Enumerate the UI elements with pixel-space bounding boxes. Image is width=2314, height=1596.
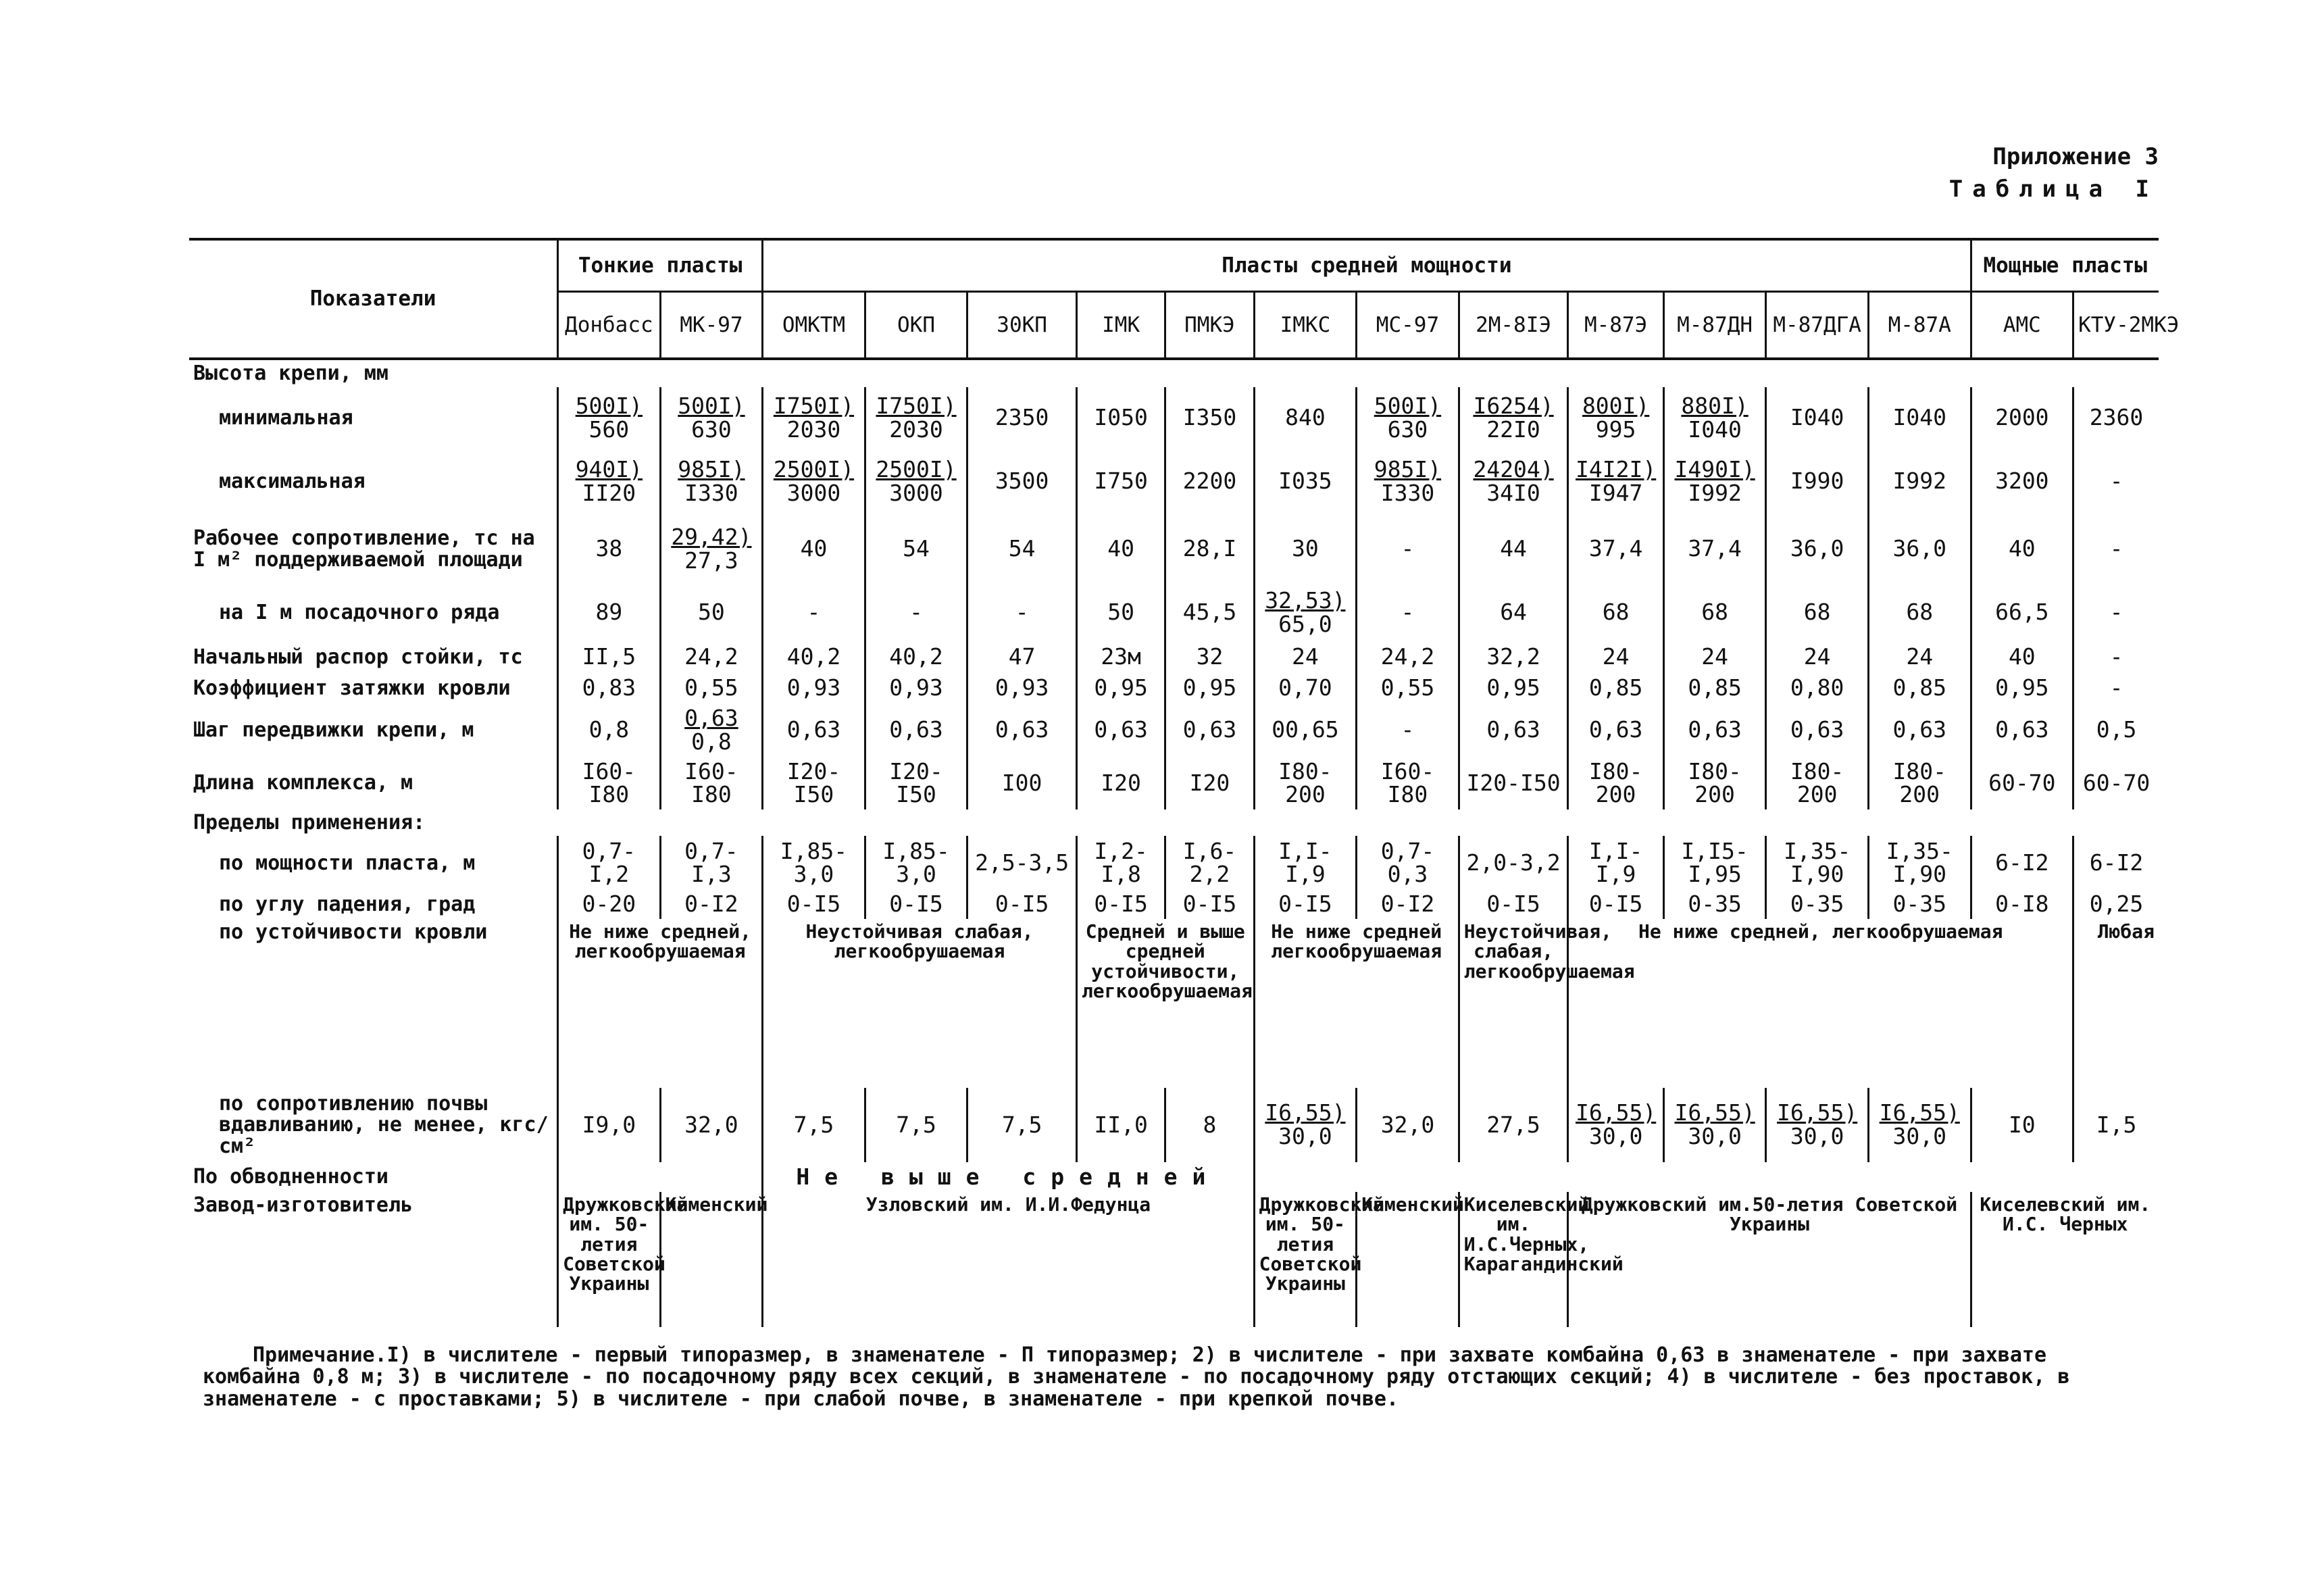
cell-initial: 23м: [1076, 641, 1165, 674]
coef-row: [189, 674, 2159, 703]
cell-soil: I6,55) 30,0: [1868, 1088, 1971, 1162]
plant-kisel: Киселевский им. И.С. Черных: [1971, 1192, 2159, 1327]
cell-angle: 0-I5: [967, 890, 1077, 919]
cell-length: I80-200: [1568, 757, 1663, 809]
specs-table: [189, 238, 2180, 1327]
cell-soil: 32,0: [660, 1088, 763, 1162]
column-header: ОМКТМ: [763, 292, 865, 359]
cell-length: I80-200: [1663, 757, 1766, 809]
cell-resistance: 38: [558, 514, 661, 584]
column-header: МК-97: [660, 292, 763, 359]
cell-resistance: 40: [1076, 514, 1165, 584]
column-header: М-87А: [1868, 292, 1971, 359]
cell-landing: 32,53) 65,0: [1254, 584, 1357, 641]
cell-soil: 27,5: [1459, 1088, 1568, 1162]
cell-step: 0,63: [1766, 703, 1869, 757]
water-label: По обводненности: [193, 1165, 388, 1189]
cell-length: I00: [967, 757, 1077, 809]
column-header: 2М-8IЭ: [1459, 292, 1568, 359]
cell-resistance: 40: [1971, 514, 2073, 584]
cell-landing: 50: [1076, 584, 1165, 641]
cell-height_min: 840: [1254, 387, 1357, 449]
cell-height_max: -: [2073, 449, 2159, 514]
cell-step: 0,63 0,8: [660, 703, 763, 757]
roof-unstable-weak: Неустойчивая, слабая, легкообрушаемая: [1459, 919, 1568, 1088]
appendix-label: Приложение 3: [1992, 143, 2159, 170]
column-header: Донбасс: [558, 292, 661, 359]
cell-step: 0,5: [2073, 703, 2159, 757]
cell-thickness: 0,7-0,3: [1357, 836, 1459, 890]
height-title-row: [189, 359, 2159, 387]
cell-step: 0,63: [967, 703, 1077, 757]
cell-landing: 45,5: [1165, 584, 1254, 641]
angle-label: по углу падения, град: [219, 892, 476, 916]
cell-coef: 0,93: [865, 674, 967, 703]
plant-kamen-ms: Каменский: [1357, 1192, 1459, 1327]
cell-angle: 0-I5: [1165, 890, 1254, 919]
medium-group-header: Пласты средней мощности: [763, 239, 1971, 292]
cell-height_min: 500I) 630: [1357, 387, 1459, 449]
coef-label: Коэффициент затяжки кровли: [193, 676, 511, 700]
cell-angle: 0-35: [1663, 890, 1766, 919]
length-label: Длина комплекса, м: [193, 771, 413, 795]
cell-angle: 0-I5: [865, 890, 967, 919]
cell-coef: 0,55: [660, 674, 763, 703]
roof-any: Любая: [2073, 919, 2159, 1088]
cell-angle: 0-I2: [660, 890, 763, 919]
cell-angle: 0,25: [2073, 890, 2159, 919]
cell-thickness: I,I-I,9: [1568, 836, 1663, 890]
cell-height_min: 2000: [1971, 387, 2073, 449]
cell-step: 0,63: [763, 703, 865, 757]
plant-druzh-imks: Дружковский им. 50-летия Советской Украины: [1254, 1192, 1357, 1327]
cell-height_max: 985I) I330: [1357, 449, 1459, 514]
column-header: М-87Э: [1568, 292, 1663, 359]
cell-soil: I9,0: [558, 1088, 661, 1162]
cell-step: 0,63: [1076, 703, 1165, 757]
roof-row: [189, 919, 2159, 1088]
cell-initial: 24: [1254, 641, 1357, 674]
cell-resistance: 44: [1459, 514, 1568, 584]
plant-label: Завод-изготовитель: [193, 1193, 413, 1217]
water-value: Не выше средней: [763, 1162, 1254, 1192]
cell-height_max: 3200: [1971, 449, 2073, 514]
column-header: IМК: [1076, 292, 1165, 359]
roof-thin: Не ниже средней, легкообрушаемая: [558, 919, 763, 1088]
step-label: Шаг передвижки крепи, м: [193, 718, 474, 742]
cell-landing: 89: [558, 584, 661, 641]
column-header: М-87ДН: [1663, 292, 1766, 359]
cell-height_max: 2500I) 3000: [763, 449, 865, 514]
cell-soil: II,0: [1076, 1088, 1165, 1162]
cell-soil: 7,5: [967, 1088, 1077, 1162]
cell-thickness: 2,5-3,5: [967, 836, 1077, 890]
cell-thickness: I,2-I,8: [1076, 836, 1165, 890]
plant-druzh2: Дружковский им.50-летия Советской Украины: [1568, 1192, 1971, 1327]
column-header: ОКП: [865, 292, 967, 359]
header-row-groups: [189, 239, 2159, 292]
cell-thickness: I,35-I,90: [1766, 836, 1869, 890]
length-row: [189, 757, 2159, 809]
height-max-row: [189, 449, 2159, 514]
plant-uzl: Узловский им. И.И.Федунца: [763, 1192, 1254, 1327]
cell-thickness: I,35-I,90: [1868, 836, 1971, 890]
roof-label: по устойчивости кровли: [219, 920, 488, 944]
column-header: ПМКЭ: [1165, 292, 1254, 359]
plant-kisel-karag: Киселевский им. И.С.Черных, Карагандинский: [1459, 1192, 1568, 1327]
cell-length: I20-I50: [763, 757, 865, 809]
cell-coef: 0,80: [1766, 674, 1869, 703]
cell-angle: 0-I2: [1357, 890, 1459, 919]
roof-not-below-medium: Не ниже средней легкообрушаемая: [1254, 919, 1459, 1088]
height-min-label: минимальная: [219, 405, 353, 430]
cell-step: 0,63: [1868, 703, 1971, 757]
cell-coef: 0,95: [1459, 674, 1568, 703]
plant-row: [189, 1192, 2159, 1327]
cell-coef: 0,85: [1868, 674, 1971, 703]
limits-title-row: [189, 809, 2159, 837]
cell-coef: 0,93: [763, 674, 865, 703]
cell-height_min: 880I) I040: [1663, 387, 1766, 449]
cell-landing: 68: [1868, 584, 1971, 641]
cell-height_min: I040: [1868, 387, 1971, 449]
cell-thickness: I,I5-I,95: [1663, 836, 1766, 890]
cell-resistance: 54: [967, 514, 1077, 584]
cell-length: I60-I80: [558, 757, 661, 809]
cell-soil: 32,0: [1357, 1088, 1459, 1162]
height-max-label: максимальная: [219, 469, 366, 493]
soil-row: [189, 1088, 2159, 1162]
cell-angle: 0-I8: [1971, 890, 2073, 919]
cell-length: I80-200: [1254, 757, 1357, 809]
indicators-header: Показатели: [189, 239, 558, 359]
cell-height_min: I6254) 22I0: [1459, 387, 1568, 449]
cell-step: 0,63: [1459, 703, 1568, 757]
landing-label: на I м посадочного ряда: [219, 600, 500, 624]
column-header: МС-97: [1357, 292, 1459, 359]
column-header: М-87ДГА: [1766, 292, 1869, 359]
cell-thickness: 0,7-I,2: [558, 836, 661, 890]
cell-height_min: I040: [1766, 387, 1869, 449]
limits-label: Пределы применения:: [193, 810, 426, 834]
cell-initial: 24: [1766, 641, 1869, 674]
plant-druzh: Дружковский им. 50-летия Советской Украины: [558, 1192, 661, 1327]
column-header: 30КП: [967, 292, 1077, 359]
angle-row: [189, 890, 2159, 919]
cell-coef: 0,55: [1357, 674, 1459, 703]
cell-step: 0,63: [1165, 703, 1254, 757]
cell-landing: -: [967, 584, 1077, 641]
cell-landing: 68: [1568, 584, 1663, 641]
step-row: [189, 703, 2159, 757]
cell-coef: -: [2073, 674, 2159, 703]
height-title: Высота крепи, мм: [193, 361, 388, 385]
cell-coef: 0,85: [1568, 674, 1663, 703]
height-min-row: [189, 387, 2159, 449]
cell-step: 0,63: [1971, 703, 2073, 757]
thick-group-header: Мощные пласты: [1971, 239, 2159, 292]
cell-soil: I6,55) 30,0: [1766, 1088, 1869, 1162]
cell-soil: I6,55) 30,0: [1254, 1088, 1357, 1162]
cell-height_min: 500I) 630: [660, 387, 763, 449]
cell-height_max: I490I) I992: [1663, 449, 1766, 514]
cell-length: I80-200: [1766, 757, 1869, 809]
cell-length: I60-I80: [660, 757, 763, 809]
cell-step: 0,8: [558, 703, 661, 757]
cell-coef: 0,95: [1971, 674, 2073, 703]
roof-unstable: Неустойчивая слабая, легкообрушаемая: [763, 919, 1077, 1088]
cell-length: I20: [1165, 757, 1254, 809]
cell-soil: I0: [1971, 1088, 2073, 1162]
cell-height_min: 2350: [967, 387, 1077, 449]
soil-label: по сопротивлению почвы вдавливанию, не менее, кгс/см²: [219, 1091, 549, 1158]
landing-row: [189, 584, 2159, 641]
cell-length: I20: [1076, 757, 1165, 809]
thickness-label: по мощности пласта, м: [219, 851, 476, 875]
cell-resistance: -: [1357, 514, 1459, 584]
cell-initial: 40,2: [763, 641, 865, 674]
cell-thickness: 6-I2: [1971, 836, 2073, 890]
column-header: IМКС: [1254, 292, 1357, 359]
cell-landing: 68: [1766, 584, 1869, 641]
roof-medium-above: Средней и выше средней устойчивости, легкообрушаемая: [1076, 919, 1254, 1088]
cell-height_min: 500I) 560: [558, 387, 661, 449]
cell-length: I60-I80: [1357, 757, 1459, 809]
cell-initial: II,5: [558, 641, 661, 674]
cell-resistance: -: [2073, 514, 2159, 584]
cell-initial: 24,2: [660, 641, 763, 674]
initial-row: [189, 641, 2159, 674]
table-number-label: Таблица I: [1948, 176, 2159, 203]
cell-initial: 32: [1165, 641, 1254, 674]
cell-step: 0,63: [1663, 703, 1766, 757]
cell-height_max: 24204) 34I0: [1459, 449, 1568, 514]
cell-landing: -: [865, 584, 967, 641]
cell-landing: 68: [1663, 584, 1766, 641]
cell-coef: 0,83: [558, 674, 661, 703]
cell-landing: 66,5: [1971, 584, 2073, 641]
thickness-row: [189, 836, 2159, 890]
cell-resistance: 36,0: [1868, 514, 1971, 584]
cell-height_max: 985I) I330: [660, 449, 763, 514]
cell-thickness: I,I-I,9: [1254, 836, 1357, 890]
cell-height_max: I990: [1766, 449, 1869, 514]
cell-height_min: 800I) 995: [1568, 387, 1663, 449]
cell-angle: 0-I5: [1076, 890, 1165, 919]
initial-label: Начальный распор стойки, тс: [193, 645, 523, 669]
cell-angle: 0-I5: [1254, 890, 1357, 919]
cell-initial: 32,2: [1459, 641, 1568, 674]
cell-angle: 0-35: [1868, 890, 1971, 919]
cell-coef: 0,93: [967, 674, 1077, 703]
cell-coef: 0,95: [1165, 674, 1254, 703]
cell-thickness: 6-I2: [2073, 836, 2159, 890]
cell-resistance: 28,I: [1165, 514, 1254, 584]
column-header: КТУ-2МКЭ: [2073, 292, 2159, 359]
roof-m87: Не ниже средней, легкообрушаемая: [1568, 919, 2073, 1088]
cell-initial: -: [2073, 641, 2159, 674]
cell-initial: 40: [1971, 641, 2073, 674]
cell-height_max: I035: [1254, 449, 1357, 514]
cell-height_max: 2500I) 3000: [865, 449, 967, 514]
cell-landing: -: [763, 584, 865, 641]
cell-thickness: I,6-2,2: [1165, 836, 1254, 890]
cell-initial: 40,2: [865, 641, 967, 674]
cell-angle: 0-I5: [763, 890, 865, 919]
cell-initial: 24: [1663, 641, 1766, 674]
cell-resistance: 30: [1254, 514, 1357, 584]
cell-length: 60-70: [2073, 757, 2159, 809]
cell-angle: 0-35: [1766, 890, 1869, 919]
cell-angle: 0-20: [558, 890, 661, 919]
cell-angle: 0-I5: [1459, 890, 1568, 919]
column-header: АМС: [1971, 292, 2073, 359]
cell-thickness: 0,7-I,3: [660, 836, 763, 890]
cell-height_max: I4I2I) I947: [1568, 449, 1663, 514]
cell-step: 0,63: [865, 703, 967, 757]
cell-initial: 24: [1568, 641, 1663, 674]
cell-height_min: I750I) 2030: [763, 387, 865, 449]
cell-resistance: 54: [865, 514, 967, 584]
cell-height_min: I050: [1076, 387, 1165, 449]
cell-height_min: I350: [1165, 387, 1254, 449]
cell-height_max: 940I) II20: [558, 449, 661, 514]
cell-resistance: 29,42) 27,3: [660, 514, 763, 584]
cell-step: 00,65: [1254, 703, 1357, 757]
cell-landing: -: [1357, 584, 1459, 641]
thin-group-header: Тонкие пласты: [558, 239, 763, 292]
footnote: Примечание.I) в числителе - первый типоразмер, в знаменателе - П типоразмер; 2) в числителе - при захвате комбайна 0,63 в знаменателе - при захвате комбайна 0,8 м; 3) в числителе - по посадочному ряду всех секций, в знаменателе - по посадочному ряду отстающих секций; 4) в числителе - без проставок, в знаменателе - с проставками; 5) в числителе - при слабой почве, в знаменателе - при крепкой почве.: [203, 1343, 2070, 1411]
cell-step: 0,63: [1568, 703, 1663, 757]
cell-height_min: I750I) 2030: [865, 387, 967, 449]
cell-initial: 24: [1868, 641, 1971, 674]
cell-soil: I6,55) 30,0: [1568, 1088, 1663, 1162]
water-row: [189, 1162, 2159, 1192]
cell-landing: 50: [660, 584, 763, 641]
cell-resistance: 36,0: [1766, 514, 1869, 584]
cell-soil: 8: [1165, 1088, 1254, 1162]
cell-soil: I,5: [2073, 1088, 2159, 1162]
cell-resistance: 37,4: [1568, 514, 1663, 584]
cell-initial: 24,2: [1357, 641, 1459, 674]
cell-height_min: 2360: [2073, 387, 2159, 449]
cell-coef: 0,70: [1254, 674, 1357, 703]
cell-thickness: I,85-3,0: [865, 836, 967, 890]
cell-step: -: [1357, 703, 1459, 757]
cell-soil: 7,5: [865, 1088, 967, 1162]
cell-thickness: 2,0-3,2: [1459, 836, 1568, 890]
cell-landing: -: [2073, 584, 2159, 641]
cell-length: I80-200: [1868, 757, 1971, 809]
cell-soil: 7,5: [763, 1088, 865, 1162]
cell-initial: 47: [967, 641, 1077, 674]
cell-height_max: I750: [1076, 449, 1165, 514]
cell-angle: 0-I5: [1568, 890, 1663, 919]
cell-resistance: 37,4: [1663, 514, 1766, 584]
cell-landing: 64: [1459, 584, 1568, 641]
cell-coef: 0,85: [1663, 674, 1766, 703]
resistance-row: [189, 514, 2159, 584]
cell-height_max: 3500: [967, 449, 1077, 514]
cell-soil: I6,55) 30,0: [1663, 1088, 1766, 1162]
resistance-label: Рабочее сопротивление, тс на I м² поддерживаемой площади: [193, 526, 535, 572]
cell-height_max: 2200: [1165, 449, 1254, 514]
cell-resistance: 40: [763, 514, 865, 584]
plant-kamen: Каменский: [660, 1192, 763, 1327]
cell-length: I20-I50: [865, 757, 967, 809]
cell-length: I20-I50: [1459, 757, 1568, 809]
cell-length: 60-70: [1971, 757, 2073, 809]
cell-coef: 0,95: [1076, 674, 1165, 703]
cell-thickness: I,85-3,0: [763, 836, 865, 890]
cell-height_max: I992: [1868, 449, 1971, 514]
